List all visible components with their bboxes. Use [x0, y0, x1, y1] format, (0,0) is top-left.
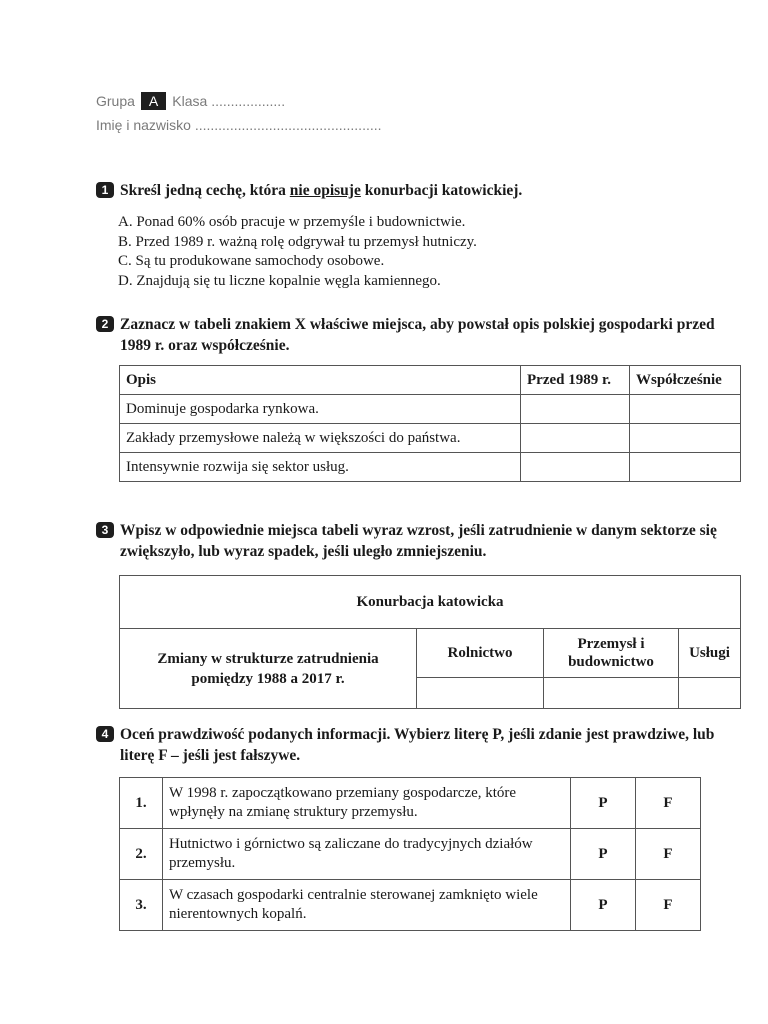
table-row [120, 829, 701, 880]
group-label: Grupa [96, 93, 135, 109]
table-title: Konurbacja katowicka [120, 576, 741, 629]
true-option[interactable]: P [571, 829, 636, 880]
false-option[interactable]: F [636, 880, 701, 931]
group-badge: A [141, 92, 166, 110]
true-option[interactable]: P [571, 778, 636, 829]
group-class-line [96, 92, 285, 110]
statement-text: W 1998 r. zapoczątkowano przemiany gospodarcze, które wpłynęły na zmianę struktury przemysłu. [163, 778, 571, 829]
task-2 [96, 314, 746, 356]
option-d[interactable]: D. Znajdują się tu liczne kopalnie węgla kamiennego. [118, 272, 441, 289]
answer-cell-services[interactable] [679, 678, 741, 709]
task-4-table [119, 777, 701, 931]
option-c[interactable]: C. Są tu produkowane samochody osobowe. [118, 253, 385, 269]
answer-cell-before[interactable] [521, 453, 630, 482]
table-row [120, 424, 741, 453]
task-2-title: 2 Zaznacz w tabeli znakiem X właściwe miejsca, aby powstał opis polskiej gospodarki przed 1989 r. oraz współcześnie. [96, 314, 746, 356]
name-label: Imię i nazwisko [96, 117, 191, 133]
option-a[interactable]: A. Ponad 60% osób pracuje w przemyśle i budownictwie. [118, 214, 466, 230]
answer-cell-agriculture[interactable] [417, 678, 544, 709]
answer-cell-today[interactable] [630, 395, 741, 424]
statement-text: W czasach gospodarki centralnie sterowanej zamknięto wiele nierentownych kopalń. [163, 880, 571, 931]
name-field[interactable]: ................................................ [194, 117, 382, 133]
answer-cell-before[interactable] [521, 395, 630, 424]
answer-cell-industry[interactable] [544, 678, 679, 709]
row-header: Zmiany w strukturze zatrudnienia pomiędzy 1988 a 2017 r. [120, 629, 417, 709]
statement-number: 1. [120, 778, 163, 829]
col-header-today: Współcześnie [630, 366, 741, 395]
col-header-agriculture: Rolnictwo [417, 629, 544, 678]
statement-number: 2. [120, 829, 163, 880]
false-option[interactable]: F [636, 829, 701, 880]
option-b[interactable]: B. Przed 1989 r. ważną rolę odgrywał tu przemysł hutniczy. [118, 233, 477, 250]
col-header-before-1989: Przed 1989 r. [521, 366, 630, 395]
col-header-services: Usługi [679, 629, 741, 678]
task-1 [96, 180, 746, 291]
task-number-badge: 4 [96, 726, 114, 742]
task-4 [96, 724, 746, 766]
task-number-badge: 2 [96, 316, 114, 332]
answer-cell-today[interactable] [630, 453, 741, 482]
table-row [120, 778, 701, 829]
task-2-table [119, 365, 741, 482]
row-description: Dominuje gospodarka rynkowa. [120, 395, 521, 424]
table-row [120, 395, 741, 424]
task-4-title: 4 Oceń prawdziwość podanych informacji. Wybierz literę P, jeśli zdanie jest prawdziwe, lub literę F – jeśli jest fałszywe. [96, 724, 746, 766]
class-label: Klasa [172, 93, 208, 109]
col-header-industry: Przemysł i budownictwo [544, 629, 679, 678]
answer-cell-today[interactable] [630, 424, 741, 453]
statement-number: 3. [120, 880, 163, 931]
task-1-options [118, 213, 746, 291]
task-number-badge: 1 [96, 182, 114, 198]
underlined-phrase: nie opisuje [289, 182, 361, 199]
table-row [120, 453, 741, 482]
answer-cell-before[interactable] [521, 424, 630, 453]
true-option[interactable]: P [571, 880, 636, 931]
table-row [120, 880, 701, 931]
task-number-badge: 3 [96, 522, 114, 538]
row-description: Zakłady przemysłowe należą w większości do państwa. [120, 424, 521, 453]
row-description: Intensywnie rozwija się sektor usług. [120, 453, 521, 482]
col-header-description: Opis [120, 366, 521, 395]
task-3-table [119, 575, 741, 709]
name-line [96, 117, 382, 133]
statement-text: Hutnictwo i górnictwo są zaliczane do tradycyjnych działów przemysłu. [163, 829, 571, 880]
class-field[interactable]: ................... [211, 93, 286, 109]
task-3-title: 3 Wpisz w odpowiednie miejsca tabeli wyraz wzrost, jeśli zatrudnienie w danym sektorze się zwiększyło, lub wyraz spadek, jeśli uległo zmniejszeniu. [96, 520, 746, 562]
false-option[interactable]: F [636, 778, 701, 829]
task-3 [96, 520, 746, 562]
task-1-title: 1 Skreśl jedną cechę, która nie opisuje konurbacji katowickiej. [96, 180, 746, 201]
